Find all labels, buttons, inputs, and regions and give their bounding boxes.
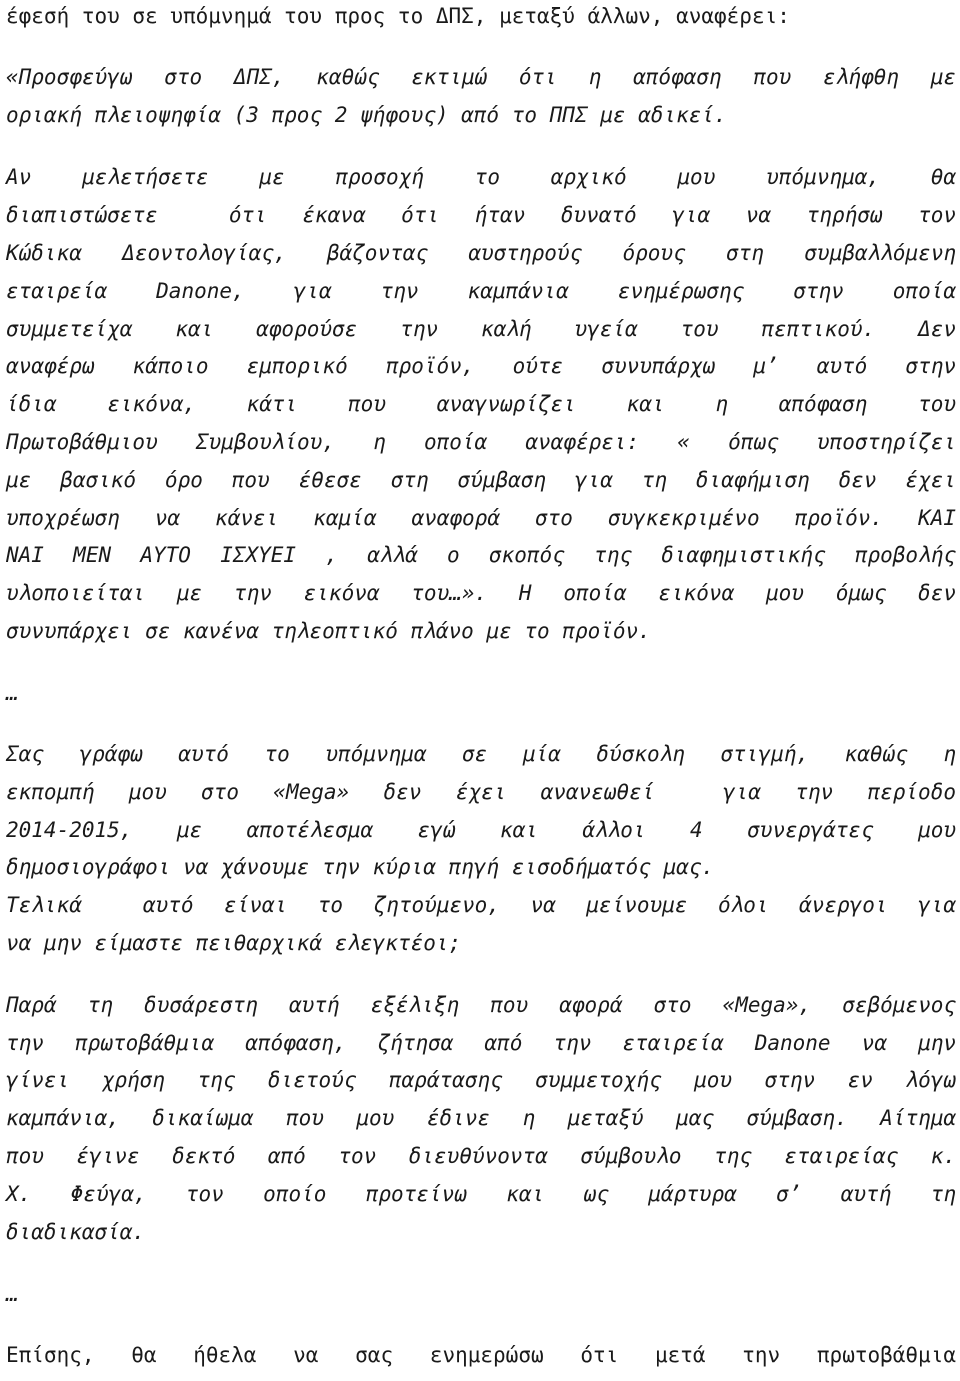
text-line: διαπιστώσετε ότι έκανα ότι ήταν δυνατό για να τηρήσω τον	[6, 203, 956, 227]
text-line: διαδικασία.	[6, 1220, 146, 1244]
text-line: ΝΑΙ ΜΕΝ ΑΥΤΟ ΙΣΧΥΕΙ , αλλά ο σκοπός της διαφημιστικής προβολής	[6, 543, 956, 567]
text-line: 2014-2015, με αποτέλεσμα εγώ και άλλοι 4 συνεργάτες μου	[6, 818, 956, 842]
text-line: Χ. Φεύγα, τον οποίο προτείνω και ως μάρτυρα σ’ αυτή τη	[6, 1182, 956, 1206]
text-line: Πρωτοβάθμιου Συμβουλίου, η οποία αναφέρει: « όπως υποστηρίζει	[6, 430, 956, 454]
ellipsis-mark: …	[6, 681, 19, 705]
ellipsis-mark: …	[6, 1282, 19, 1306]
text-line: συμμετείχα και αφορούσε την καλή υγεία του πεπτικού. Δεν	[6, 317, 956, 341]
text-line: καμπάνια, δικαίωμα που μου έδινε η μεταξύ μας σύμβαση. Αίτημα	[6, 1106, 956, 1130]
text-line: γίνει χρήση της διετούς παράτασης συμμετοχής μου στην εν λόγω	[6, 1068, 956, 1092]
text-line: έφεσή του σε υπόμνημά του προς το ΔΠΣ, μεταξύ άλλων, αναφέρει:	[6, 4, 790, 28]
text-line: Σας γράφω αυτό το υπόμνημα σε μία δύσκολη στιγμή, καθώς η	[6, 742, 956, 766]
text-line: «Προσφεύγω στο ΔΠΣ, καθώς εκτιμώ ότι η απόφαση που ελήφθη με	[6, 65, 956, 89]
text-line: υποχρέωση να κάνει καμία αναφορά στο συγκεκριμένο προϊόν. ΚΑΙ	[6, 506, 956, 530]
text-line: που έγινε δεκτό από τον διευθύνοντα σύμβουλο της εταιρείας κ.	[6, 1144, 956, 1168]
text-line: Τελικά αυτό είναι το ζητούμενο, να μείνουμε όλοι άνεργοι για	[6, 893, 956, 917]
text-line: συνυπάρχει σε κανένα τηλεοπτικό πλάνο με το προϊόν.	[6, 619, 651, 643]
text-line: υλοποιείται με την εικόνα του…». Η οποία εικόνα μου όμως δεν	[6, 581, 956, 605]
text-line: Αν μελετήσετε με προσοχή το αρχικό μου υπόμνημα, θα	[6, 165, 956, 189]
text-line: δημοσιογράφοι να χάνουμε την κύρια πηγή εισοδήματός μας.	[6, 855, 715, 879]
text-line: με βασικό όρο που έθεσε στη σύμβαση για τη διαφήμιση δεν έχει	[6, 468, 956, 492]
text-line: εκπομπή μου στο «Mega» δεν έχει ανανεωθεί για την περίοδο	[6, 780, 956, 804]
text-line: ίδια εικόνα, κάτι που αναγνωρίζει και η απόφαση του	[6, 392, 956, 416]
text-line: εταιρεία Danone, για την καμπάνια ενημέρωσης στην οποία	[6, 279, 956, 303]
text-line: οριακή πλειοψηφία (3 προς 2 ψήφους) από το ΠΠΣ με αδικεί.	[6, 103, 727, 127]
text-line: αναφέρω κάποιο εμπορικό προϊόν, ούτε συνυπάρχω μ’ αυτό στην	[6, 354, 956, 378]
text-line: την πρωτοβάθμια απόφαση, ζήτησα από την εταιρεία Danone να μην	[6, 1031, 956, 1055]
text-line: να μην είμαστε πειθαρχικά ελεγκτέοι;	[6, 931, 462, 955]
text-line: Επίσης, θα ήθελα να σας ενημερώσω ότι μετά την πρωτοβάθμια	[6, 1343, 956, 1367]
text-line: Παρά τη δυσάρεστη αυτή εξέλιξη που αφορά στο «Mega», σεβόμενος	[6, 993, 956, 1017]
text-line: Κώδικα Δεοντολογίας, βάζοντας αυστηρούς όρους στη συμβαλλόμενη	[6, 241, 956, 265]
